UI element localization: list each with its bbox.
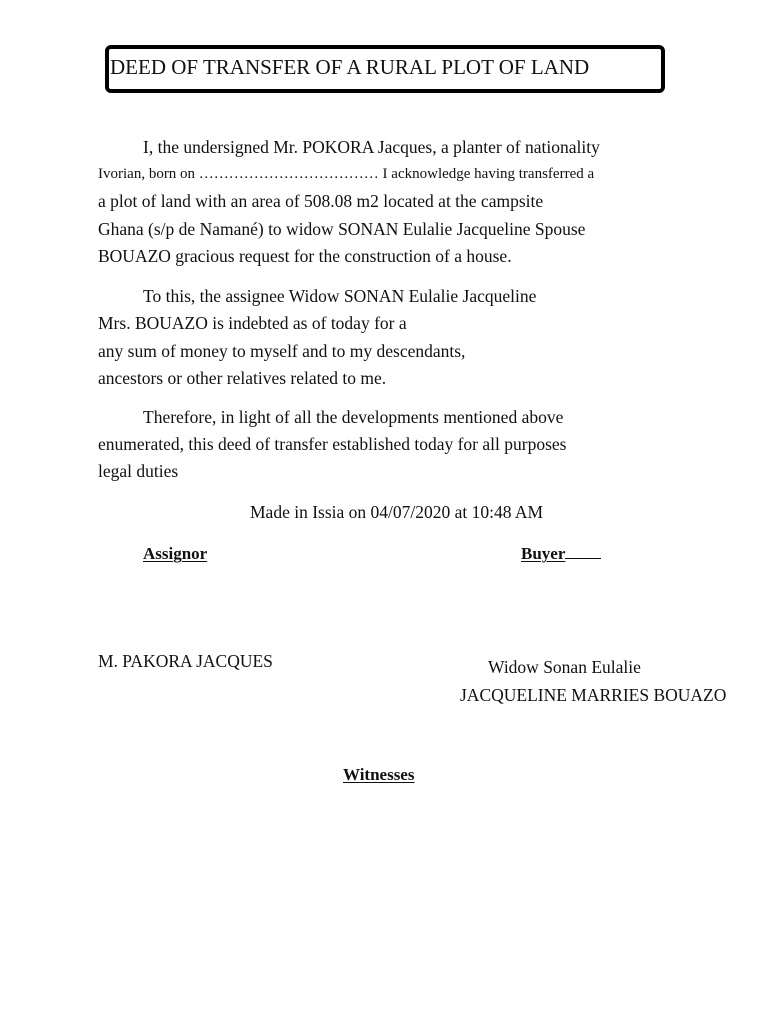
paragraph-3-line-2: enumerated, this deed of transfer established today for all purposes: [98, 434, 567, 454]
place-and-date: Made in Issia on 04/07/2020 at 10:48 AM: [250, 502, 544, 522]
assignor-label: Assignor: [143, 544, 208, 563]
document-title: DEED OF TRANSFER OF A RURAL PLOT OF LAND: [110, 55, 590, 79]
buyer-underline: [565, 544, 601, 559]
paragraph-1-line-2: Ivorian, born on ……………………………… I acknowledge having transferred a: [98, 166, 595, 182]
paragraph-2-line-4: ancestors or other relatives related to me.: [98, 368, 387, 388]
paragraph-1-line-5: BOUAZO gracious request for the construction of a house.: [98, 246, 512, 266]
paragraph-1-line-4: Ghana (s/p de Namané) to widow SONAN Eulalie Jacqueline Spouse: [98, 219, 586, 239]
buyer-name-line-1: Widow Sonan Eulalie: [488, 657, 641, 677]
assignor-heading: [143, 543, 207, 565]
paragraph-1-line-1: I, the undersigned Mr. POKORA Jacques, a planter of nationality: [143, 137, 600, 157]
buyer-name-line-2: JACQUELINE MARRIES BOUAZO: [460, 685, 727, 705]
paragraph-3-line-1: Therefore, in light of all the developments mentioned above: [143, 407, 564, 427]
paragraph-1-line-3: a plot of land with an area of 508.08 m2 located at the campsite: [98, 191, 544, 211]
witnesses-heading: [343, 764, 414, 786]
paragraph-3-line-3: legal duties: [98, 461, 179, 481]
assignor-name: M. PAKORA JACQUES: [98, 651, 273, 671]
witnesses-label: Witnesses: [343, 765, 415, 784]
paragraph-2-line-2: Mrs. BOUAZO is indebted as of today for a: [98, 313, 407, 333]
buyer-label: Buyer: [521, 544, 566, 563]
paragraph-2-line-3: any sum of money to myself and to my descendants,: [98, 341, 466, 361]
paragraph-2-line-1: To this, the assignee Widow SONAN Eulalie Jacqueline: [143, 286, 537, 306]
buyer-heading: [521, 543, 601, 565]
